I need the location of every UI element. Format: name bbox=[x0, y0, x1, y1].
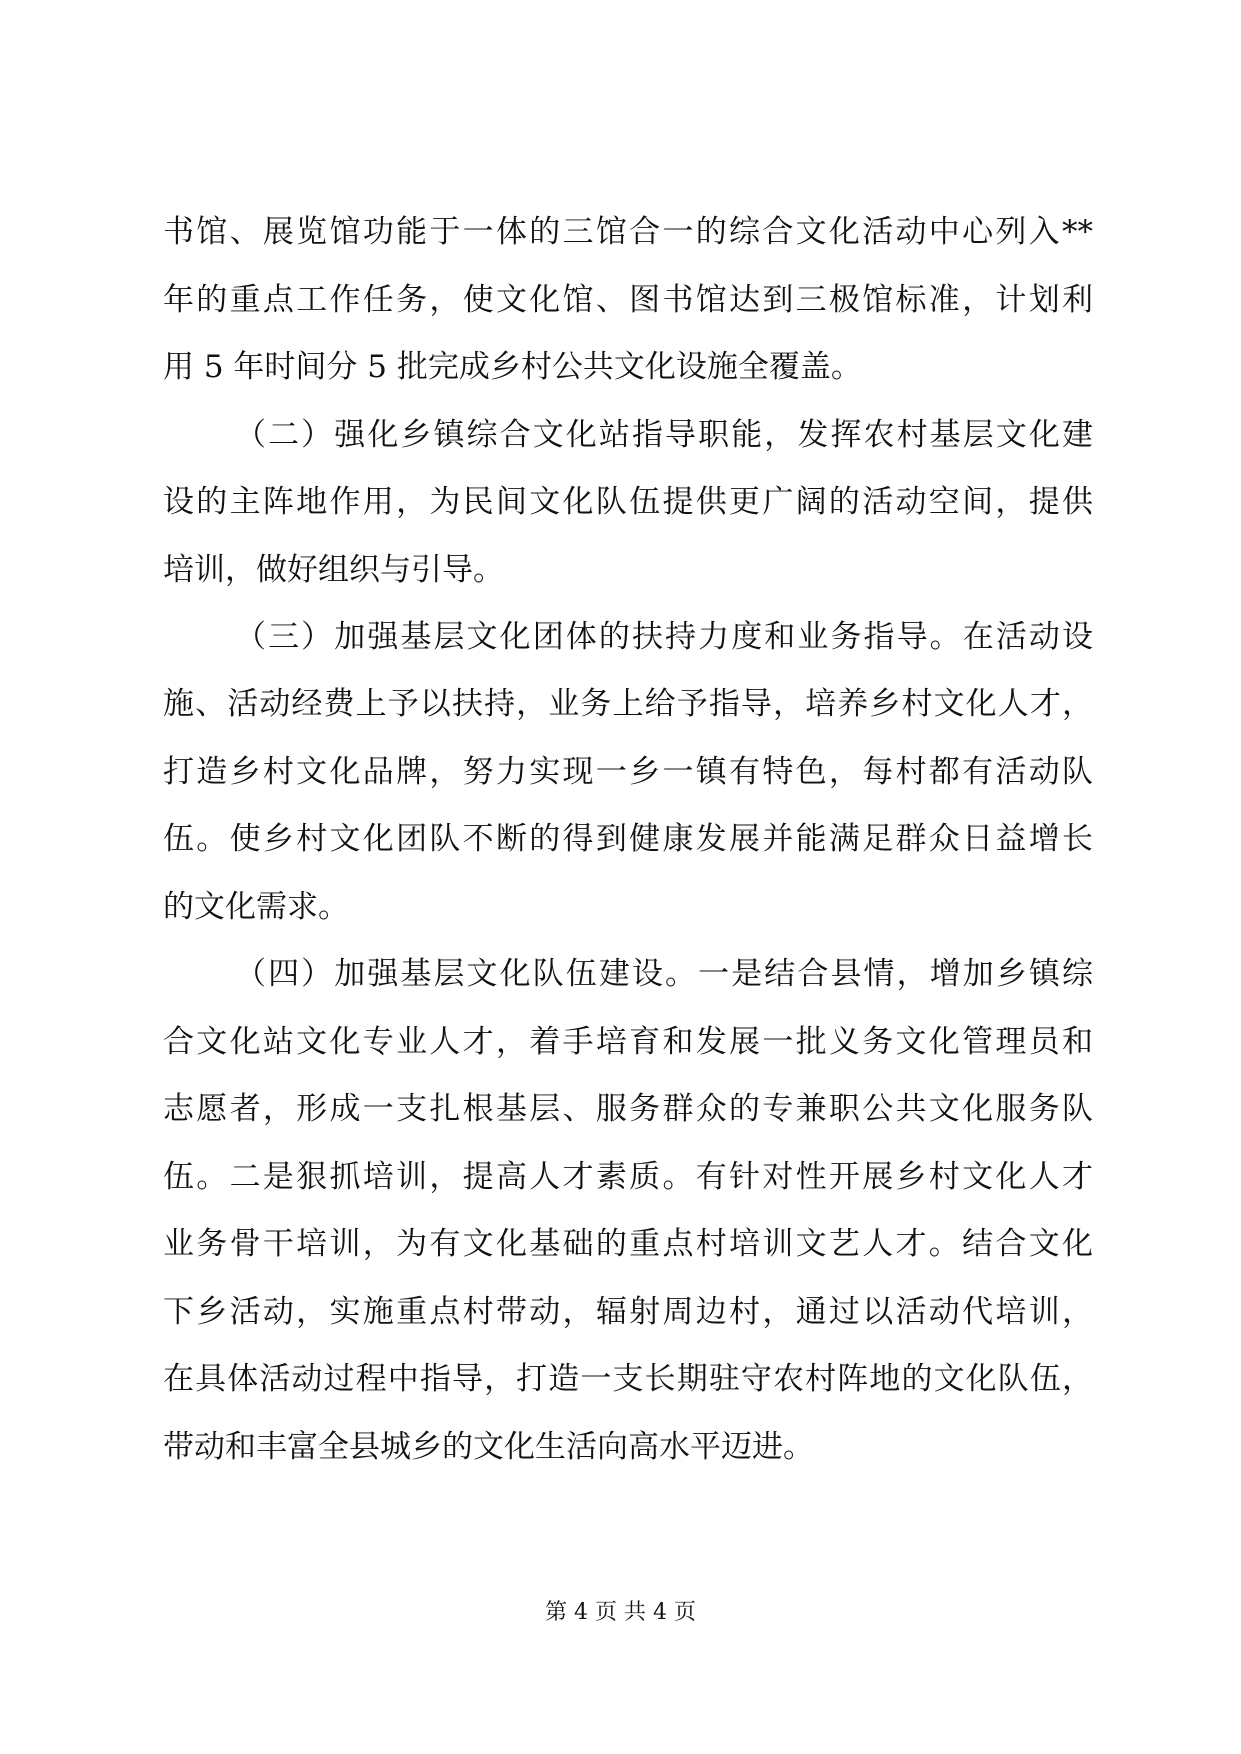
paragraph-line: 带动和丰富全县城乡的文化生活向高水平迈进。 bbox=[163, 1429, 814, 1465]
paragraph-line: 志愿者，形成一支扎根基层、服务群众的专兼职公共文化服务队 bbox=[163, 1091, 1093, 1127]
paragraph-line: 业务骨干培训，为有文化基础的重点村培训文艺人才。结合文化 bbox=[163, 1226, 1093, 1262]
paragraph-line: 下乡活动，实施重点村带动，辐射周边村，通过以活动代培训， bbox=[163, 1294, 1093, 1330]
paragraph-line: （四）加强基层文化队伍建设。一是结合县情，增加乡镇综 bbox=[235, 956, 1093, 992]
paragraph-line: 年的重点工作任务，使文化馆、图书馆达到三极馆标准，计划利 bbox=[163, 282, 1093, 318]
paragraph-line: 的文化需求。 bbox=[163, 889, 349, 925]
paragraph-line: （二）强化乡镇综合文化站指导职能，发挥农村基层文化建 bbox=[235, 417, 1093, 453]
paragraph-line: 施、活动经费上予以扶持，业务上给予指导，培养乡村文化人才， bbox=[163, 686, 1093, 722]
paragraph-line: （三）加强基层文化团体的扶持力度和业务指导。在活动设 bbox=[235, 619, 1093, 655]
paragraph-line: 合文化站文化专业人才，着手培育和发展一批义务文化管理员和 bbox=[163, 1024, 1093, 1060]
paragraph-line: 设的主阵地作用，为民间文化队伍提供更广阔的活动空间，提供 bbox=[163, 484, 1093, 520]
paragraph-line: 培训，做好组织与引导。 bbox=[163, 552, 504, 588]
paragraph-line: 用 5 年时间分 5 批完成乡村公共文化设施全覆盖。 bbox=[163, 349, 862, 385]
paragraph-line: 在具体活动过程中指导，打造一支长期驻守农村阵地的文化队伍， bbox=[163, 1361, 1093, 1397]
paragraph-line: 打造乡村文化品牌，努力实现一乡一镇有特色，每村都有活动队 bbox=[163, 754, 1093, 790]
paragraph-line: 书馆、展览馆功能于一体的三馆合一的综合文化活动中心列入** bbox=[163, 214, 1093, 250]
paragraph-line: 伍。二是狠抓培训，提高人才素质。有针对性开展乡村文化人才 bbox=[163, 1159, 1093, 1195]
page-number: 第 4 页 共 4 页 bbox=[545, 1600, 696, 1625]
paragraph-line: 伍。使乡村文化团队不断的得到健康发展并能满足群众日益增长 bbox=[163, 821, 1093, 857]
